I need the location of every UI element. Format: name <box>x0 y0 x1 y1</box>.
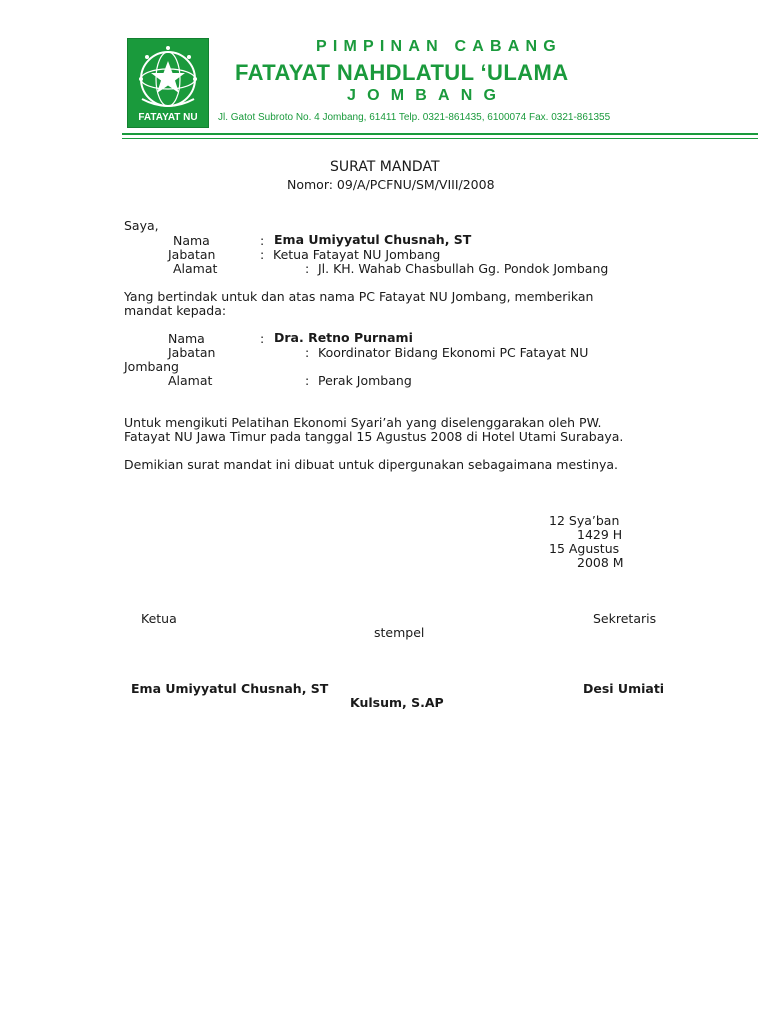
paragraph-purpose-line1: Untuk mengikuti Pelatihan Ekonomi Syari’ah yang diselenggarakan oleh PW. <box>124 415 602 430</box>
issuer-jabatan-colon: : <box>260 247 265 262</box>
issuer-alamat-value: Jl. KH. Wahab Chasbullah Gg. Pondok Jombang <box>318 261 609 276</box>
date-masehi-year: 2008 M <box>577 555 624 570</box>
issuer-jabatan-value: Ketua Fatayat NU Jombang <box>273 247 441 262</box>
letterhead-organization: FATAYAT NAHDLATUL ‘ULAMA <box>235 60 569 85</box>
paragraph-purpose-line2: Fatayat NU Jawa Timur pada tanggal 15 Agustus 2008 di Hotel Utami Surabaya. <box>124 429 624 444</box>
signature-right-name-line1: Desi Umiati <box>583 681 665 696</box>
signature-left-role: Ketua <box>141 611 177 626</box>
document-number: Nomor: 09/A/PCFNU/SM/VIII/2008 <box>287 177 495 192</box>
issuer-alamat-colon: : <box>305 261 310 276</box>
greeting: Saya, <box>124 218 159 233</box>
recipient-jabatan-label: Jabatan <box>168 345 216 360</box>
recipient-jabatan-colon: : <box>305 345 310 360</box>
signature-left-name: Ema Umiyyatul Chusnah, ST <box>131 681 329 696</box>
letterhead-line1: PIMPINAN CABANG <box>316 38 562 55</box>
paragraph-closing: Demikian surat mandat ini dibuat untuk dipergunakan sebagaimana mestinya. <box>124 457 619 472</box>
letterhead-rule-thin <box>122 138 758 139</box>
issuer-nama-label: Nama <box>173 233 210 248</box>
recipient-jabatan-wrap: Jombang <box>124 359 179 374</box>
recipient-nama-label: Nama <box>168 331 205 346</box>
letterhead-rule <box>122 133 758 135</box>
letterhead-address: Jl. Gatot Subroto No. 4 Jombang, 61411 Telp. 0321-861435, 6100074 Fax. 0321-861355 <box>218 112 611 123</box>
signature-right-name-line2: Kulsum, S.AP <box>350 695 444 710</box>
document-title: SURAT MANDAT <box>330 159 440 175</box>
issuer-nama-value: Ema Umiyyatul Chusnah, ST <box>274 232 472 247</box>
paragraph-mandate-line2: mandat kepada: <box>124 303 227 318</box>
signature-right-role: Sekretaris <box>593 611 657 626</box>
letterhead-city: JOMBANG <box>347 87 508 104</box>
date-hijri-day: 12 Sya’ban <box>549 513 620 528</box>
recipient-jabatan-value: Koordinator Bidang Ekonomi PC Fatayat NU <box>318 345 589 360</box>
date-hijri-year: 1429 H <box>577 527 623 542</box>
issuer-alamat-label: Alamat <box>173 261 218 276</box>
paragraph-mandate-line1: Yang bertindak untuk dan atas nama PC Fatayat NU Jombang, memberikan <box>124 289 594 304</box>
recipient-nama-colon: : <box>260 331 265 346</box>
fatayat-nu-logo <box>127 38 209 128</box>
recipient-alamat-colon: : <box>305 373 310 388</box>
date-masehi-day: 15 Agustus <box>549 541 620 556</box>
recipient-nama-value: Dra. Retno Purnami <box>274 330 413 345</box>
issuer-jabatan-label: Jabatan <box>168 247 216 262</box>
stamp-placeholder: stempel <box>374 625 425 640</box>
issuer-nama-colon: : <box>260 233 265 248</box>
recipient-alamat-label: Alamat <box>168 373 213 388</box>
logo-text: FATAYAT NU <box>138 112 198 123</box>
recipient-alamat-value: Perak Jombang <box>318 373 412 388</box>
